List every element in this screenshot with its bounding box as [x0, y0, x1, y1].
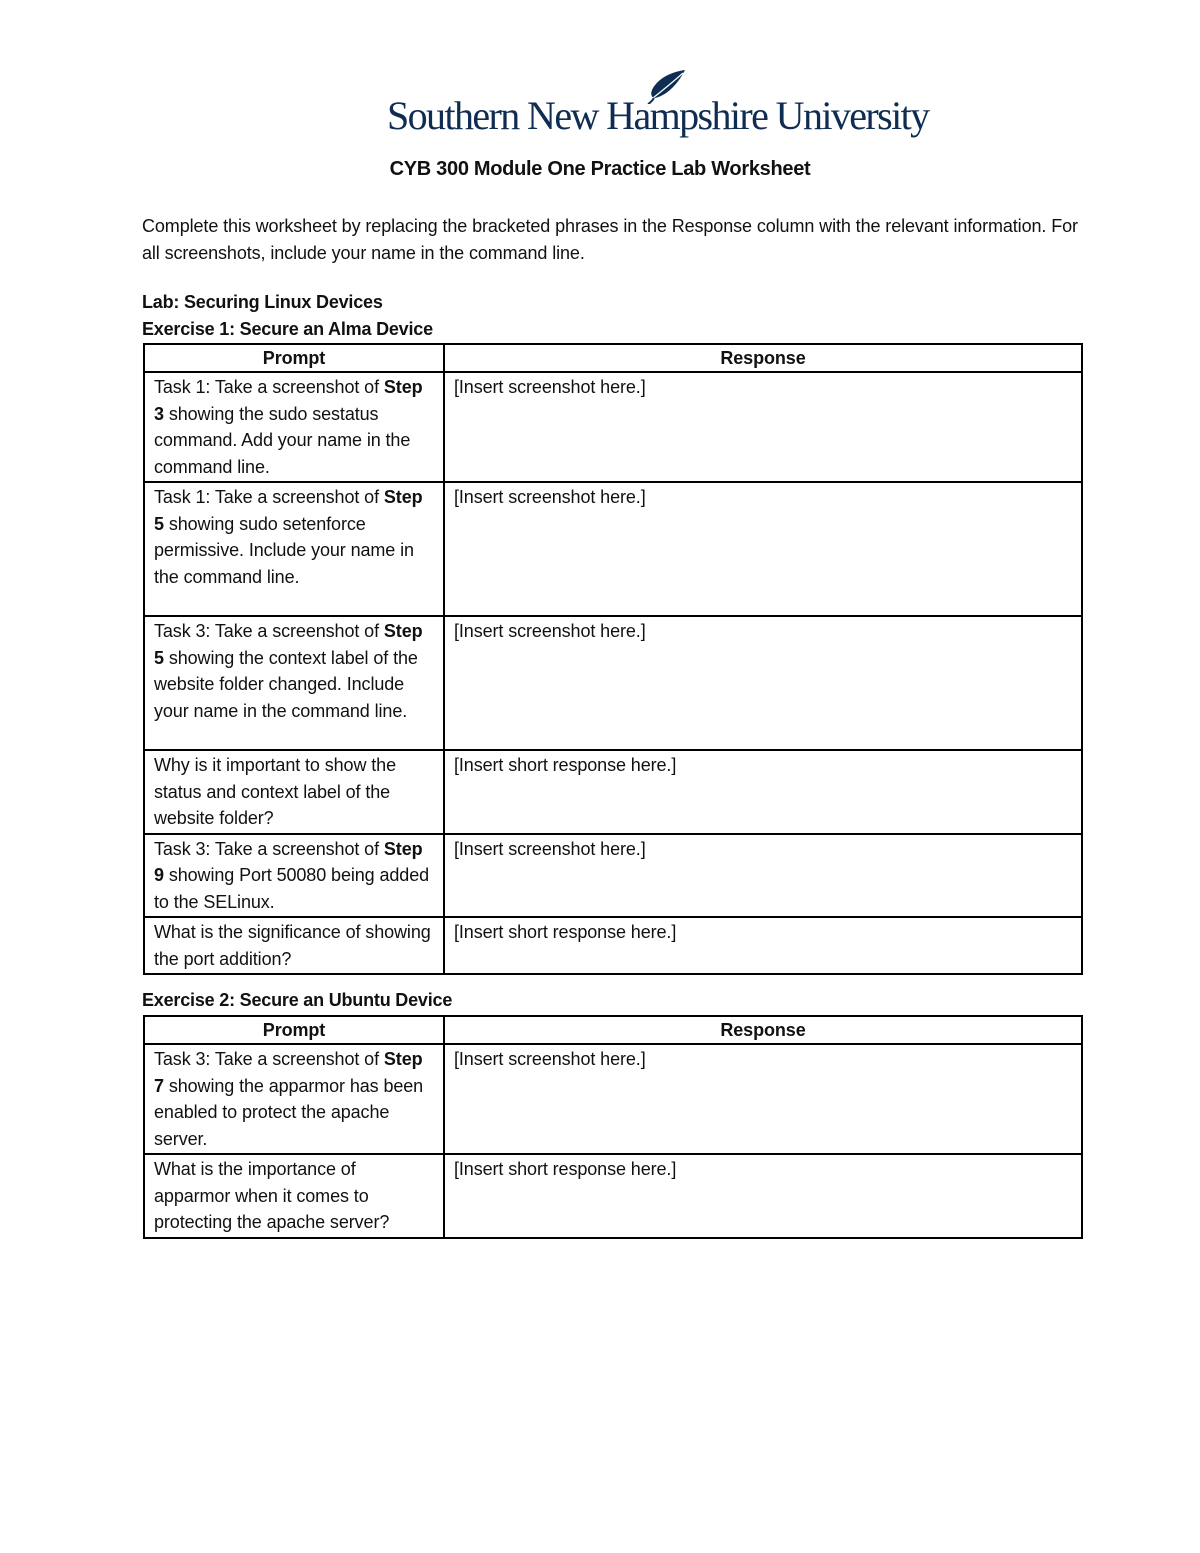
response-column-header: Response [444, 344, 1082, 372]
prompt-column-header: Prompt [144, 344, 444, 372]
university-logo [385, 68, 929, 138]
prompt-cell: Task 3: Take a screenshot of Step 9 showing Port 50080 being added to the SELinux. [144, 834, 444, 918]
table-row [144, 1154, 1082, 1238]
response-cell[interactable]: [Insert screenshot here.] [444, 1044, 1082, 1154]
prompt-cell: Task 1: Take a screenshot of Step 3 showing the sudo sestatus command. Add your name in the command line. [144, 372, 444, 482]
document-title: CYB 300 Module One Practice Lab Worksheet [389, 158, 811, 180]
intro-paragraph: Complete this worksheet by replacing the bracketed phrases in the Response column with the relevant information. For all screenshots, include your name in the command line. [142, 216, 1078, 263]
table-header-row [144, 1016, 1082, 1044]
exercise-2-table [143, 1015, 1083, 1239]
table-row [144, 1044, 1082, 1154]
prompt-cell: Task 1: Take a screenshot of Step 5 showing sudo setenforce permissive. Include your name in the command line. [144, 482, 444, 616]
exercise-2-heading: Exercise 2: Secure an Ubuntu Device [142, 990, 453, 1010]
response-cell[interactable]: [Insert screenshot here.] [444, 482, 1082, 616]
response-cell[interactable]: [Insert short response here.] [444, 917, 1082, 974]
exercise-1-table [143, 343, 1083, 975]
exercise-1-heading: Exercise 1: Secure an Alma Device [142, 319, 433, 339]
response-cell[interactable]: [Insert short response here.] [444, 1154, 1082, 1238]
logo-wordmark: Southern New Hampshire University [387, 93, 929, 138]
response-cell[interactable]: [Insert screenshot here.] [444, 372, 1082, 482]
prompt-cell: Task 3: Take a screenshot of Step 5 showing the context label of the website folder changed. Include your name in the command line. [144, 616, 444, 750]
table-row [144, 750, 1082, 834]
table-row [144, 834, 1082, 918]
response-cell[interactable]: [Insert short response here.] [444, 750, 1082, 834]
table-header-row [144, 344, 1082, 372]
table-row [144, 917, 1082, 974]
response-cell[interactable]: [Insert screenshot here.] [444, 616, 1082, 750]
prompt-cell: What is the importance of apparmor when it comes to protecting the apache server? [144, 1154, 444, 1238]
response-column-header: Response [444, 1016, 1082, 1044]
table-row [144, 616, 1082, 750]
prompt-cell: Task 3: Take a screenshot of Step 7 showing the apparmor has been enabled to protect the apache server. [144, 1044, 444, 1154]
lab-heading: Lab: Securing Linux Devices [142, 292, 383, 312]
prompt-column-header: Prompt [144, 1016, 444, 1044]
prompt-cell: Why is it important to show the status and context label of the website folder? [144, 750, 444, 834]
table-row [144, 372, 1082, 482]
response-cell[interactable]: [Insert screenshot here.] [444, 834, 1082, 918]
table-row [144, 482, 1082, 616]
prompt-cell: What is the significance of showing the port addition? [144, 917, 444, 974]
